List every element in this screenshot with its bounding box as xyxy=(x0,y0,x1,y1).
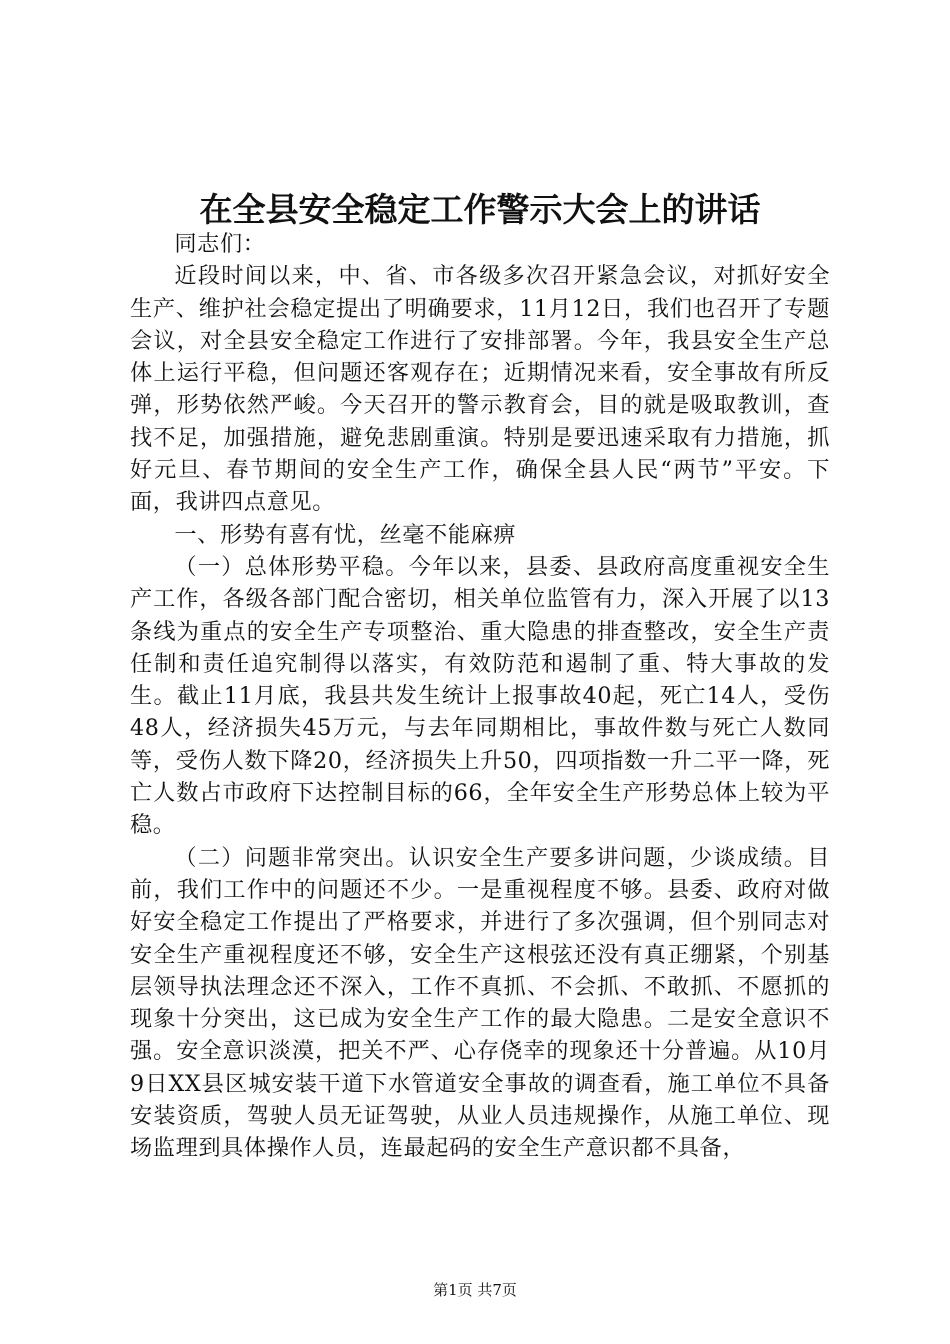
salutation: 同志们： xyxy=(174,231,266,257)
paragraph: 近段时间以来，中、省、市各级多次召开紧急会议，对抓好安全生产、维护社会稳定提出了明确要求，11月12日，我们也召开了专题会议，对全县安全稳定工作进行了安排部署。今年，我县安全生产总体上运行平稳，但问题还客观存在；近期情况来看，安全事故有所反弹，形势依然严峻。今天召开的警示教育会，目的就是吸取教训，查找不足，加强措施，避免悲剧重演。特别是要迅速采取有力措施，抓好元旦、春节期间的安全生产工作，确保全县人民“两节”平安。下面，我讲四点意见。 xyxy=(130,263,830,516)
paragraph: （二）问题非常突出。认识安全生产要多讲问题，少谈成绩。目前，我们工作中的问题还不少。一是重视程度不够。县委、政府对做好安全稳定工作提出了严格要求，并进行了多次强调，但个别同志对安全生产重视程度还不够，安全生产这根弦还没有真正绷紧，个别基层领导执法理念还不深入，工作不真抓、不会抓、不敢抓、不愿抓的现象十分突出，这已成为安全生产工作的最大隐患。二是安全意识不强。安全意识淡漠，把关不严、心存侥幸的现象还十分普遍。从10月9日XX县区城安装干道下水管道安全事故的调查看，施工单位不具备安装资质，驾驶人员无证驾驶，从业人员违规操作，从施工单位、现场监理到具体操作人员，连最起码的安全生产意识都不具备， xyxy=(130,844,830,1162)
page-footer: 第1页 共7页 xyxy=(433,1281,517,1299)
document-body xyxy=(130,228,830,1165)
section-heading: 一、形势有喜有忧，丝毫不能麻痹 xyxy=(174,521,517,548)
paragraph: （一）总体形势平稳。今年以来，县委、县政府高度重视安全生产工作，各级各部门配合密切，相关单位监管有力，深入开展了以13条线为重点的安全生产专项整治、重大隐患的排查整改，安全生产责任制和责任追究制得以落实，有效防范和遏制了重、特大事故的发生。截止11月底，我县共发生统计上报事故40起，死亡14人，受伤48人，经济损失45万元，与去年同期相比，事故件数与死亡人数同等，受伤人数下降20，经济损失上升50，四项指数一升二平一降，死亡人数占市政府下达控制目标的66，全年安全生产形势总体上较为平稳。 xyxy=(130,553,830,839)
document-title: 在全县安全稳定工作警示大会上的讲话 xyxy=(199,190,761,229)
